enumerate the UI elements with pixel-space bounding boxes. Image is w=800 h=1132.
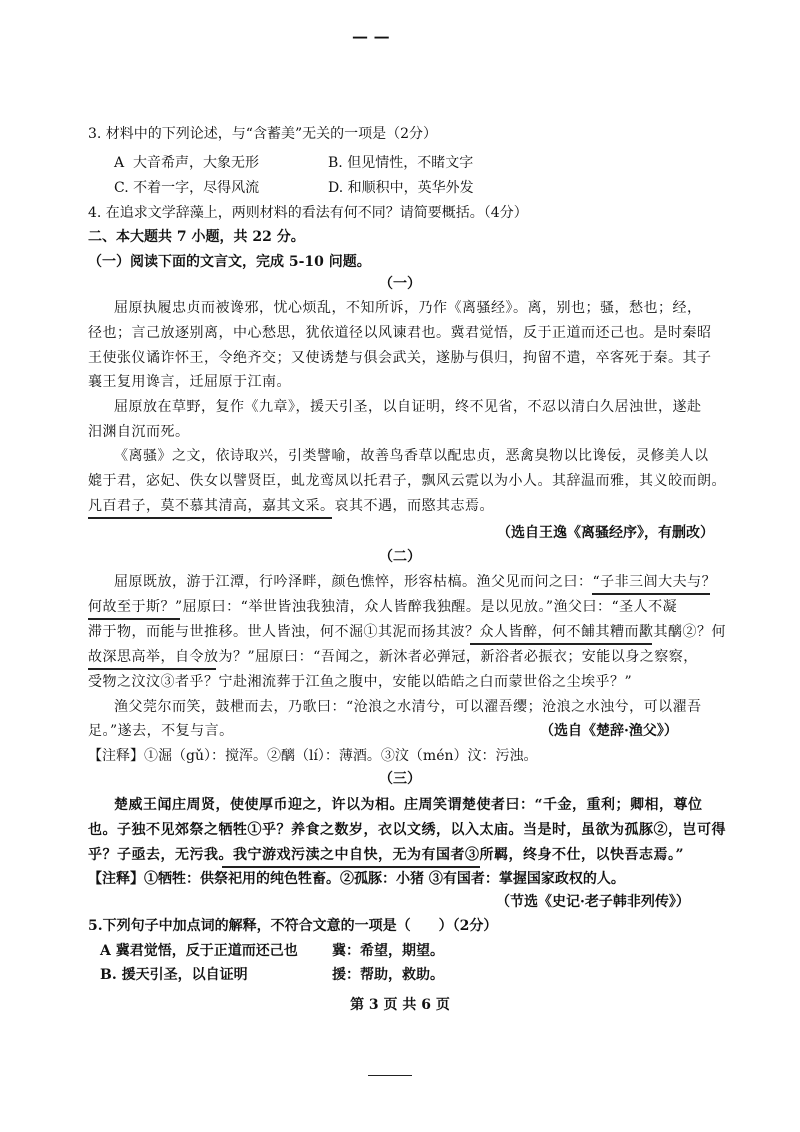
question-3-stem: 3. 材料中的下列论述，与“含蓄美”无关的一项是（2分） <box>88 126 438 142</box>
text-3-note: 【注释】①牺牲：供祭祀用的纯色牲畜。②孤豚：小猪 ③有国者：掌握国家政权的人。 <box>88 871 625 887</box>
text-1-line: 屈原执履忠贞而被谗邪，忧心烦乱，不知所诉，乃作《离骚经》。离，别也；骚，愁也；经， <box>114 300 702 316</box>
text-1-line: 径也；言己放逐别离，中心愁思，犹依道径以风谏君也。冀君觉悟，反于正道而还己也。是时秦昭 <box>88 325 712 341</box>
text-2-line: 滞于物，而能与世推移。世人皆浊，何不淈①其泥而扬其波？众人皆醉，何不餔其糟而歠其醨②？何 <box>88 624 726 640</box>
text-1-line: 《离骚》之文，依诗取兴，引类譬喻，故善鸟香草以配忠贞，恶禽臭物以比谗佞，灵修美人以 <box>114 448 709 464</box>
section-2-part-1: （一）阅读下面的文言文，完成 5-10 问题。 <box>88 254 371 270</box>
bottom-dash <box>368 1075 412 1076</box>
text-2-underline <box>470 643 652 645</box>
question-4-stem: 4. 在追求文学辞藻上，两则材料的看法有何不同？请简要概括。（4分） <box>88 205 528 221</box>
q3-option-c-label: C <box>114 180 125 196</box>
q3-option-a-label: A <box>114 155 125 171</box>
text-3-heading: （三） <box>379 771 421 787</box>
text-3-source: （节选《史记·老子韩非列传》） <box>496 894 690 910</box>
text-2-heading: （二） <box>379 549 421 565</box>
text-1-line: 汨渊自沉而死。 <box>88 424 190 440</box>
text-1-line: 王使张仪谲诈怀王，令绝齐交；又使诱楚与俱会武关，遂胁与俱归，拘留不遣，卒客死于秦。其子 <box>88 350 712 366</box>
text-2-line: 屈原既放，游于江潭，行吟泽畔，颜色憔悴，形容枯槁。渔父见而问之曰：“子非三闾大夫与？ <box>114 574 717 590</box>
question-5-stem: 5.下列句子中加点词的解释，不符合文意的一项是（ ）（2分） <box>88 918 498 934</box>
q5-option-b-sentence: 援天引圣，以自证明 <box>121 967 248 983</box>
text-2-line: 足。”遂去，不复与言。 <box>88 723 234 739</box>
text-2-underline <box>88 618 180 620</box>
text-2-note: 【注释】①淈（gǔ）：搅浑。②醨（lí）：薄酒。③汶（mén）汶：污浊。 <box>88 748 538 764</box>
q3-option-b-text: 但见情性，不睹文字 <box>347 155 474 171</box>
q3-option-c: C. 不着一字，尽得风流 <box>114 180 260 196</box>
q3-option-b: B. 但见情性，不睹文字 <box>328 155 474 171</box>
q3-option-a <box>114 154 259 172</box>
q5-option-b-label: B. <box>100 967 117 983</box>
q3-option-b-label: B <box>328 155 339 171</box>
text-2-underline <box>592 593 710 595</box>
text-2-line: 渔父莞尔而笑，鼓枻而去，乃歌曰：“沧浪之水清兮，可以濯吾缨；沧浪之水浊兮，可以濯吾 <box>114 699 702 715</box>
text-3-line: 楚威王闻庄周贤，使使厚币迎之，许以为相。庄周笑谓楚使者曰：“千金，重利；卿相，尊位 <box>114 797 703 813</box>
text-3-line: 也。子独不见郊祭之牺牲①乎？养食之数岁，衣以文绣，以入太庙。当是时，虽欲为孤豚②，岂可得 <box>88 822 726 838</box>
text-3-underline <box>222 866 480 868</box>
text-2-underline <box>88 668 216 670</box>
text-1-heading: （一） <box>379 276 421 292</box>
q3-option-a-text: 大音希声，大象无形 <box>133 155 260 171</box>
text-1-line: 屈原放在草野，复作《九章》，援天引圣，以自证明，终不见省，不忍以清白久居浊世，遂赴 <box>114 399 702 415</box>
text-1-source: （选自王逸《离骚经序》，有删改） <box>497 525 714 541</box>
header-mark: — — <box>352 27 390 46</box>
q5-option-a-label: A <box>100 943 111 959</box>
text-2-line: 故深思高举，自令放为？”屈原曰：“吾闻之，新沐者必弹冠，新浴者必振衣；安能以身之察察， <box>88 649 698 665</box>
q5-option-a-explain: 冀：希望，期望。 <box>332 943 444 959</box>
page-footer: 第 3 页 共 6 页 <box>350 997 450 1013</box>
q3-option-d-text: 和顺积中，英华外发 <box>347 180 474 196</box>
section-2-title: 二、本大题共 7 小题，共 22 分。 <box>88 229 305 245</box>
text-1-underline <box>88 517 332 519</box>
q3-option-c-text: 不着一字，尽得风流 <box>133 180 260 196</box>
text-1-line: 媲于君，宓妃、佚女以譬贤臣，虬龙鸾凤以托君子，飘风云霓以为小人。其辞温而雅，其义皎而朗。 <box>88 473 726 489</box>
q5-option-a <box>100 942 298 960</box>
q5-option-a-sentence: 冀君觉悟，反于正道而还己也 <box>115 943 298 959</box>
text-2-source: （选自《楚辞·渔父》） <box>540 723 678 739</box>
text-1-line: 凡百君子，莫不慕其清高，嘉其文采。哀其不遇，而愍其志焉。 <box>88 498 494 514</box>
text-2-line: 受物之汶汶③者乎？宁赴湘流葬于江鱼之腹中，安能以皓皓之白而蒙世俗之尘埃乎？” <box>88 674 633 690</box>
q5-option-b-explain: 援：帮助，救助。 <box>332 967 444 983</box>
q5-option-b <box>100 966 248 984</box>
text-2-line: 何故至于斯？”屈原曰：“举世皆浊我独清，众人皆醉我独醒。是以见放。”渔父曰：“圣人不凝 <box>88 599 678 615</box>
q3-option-d-label: D <box>328 180 339 196</box>
text-3-line: 乎？子亟去，无污我。我宁游戏污渎之中自快，无为有国者③所羁，终身不仕，以快吾志焉。” <box>88 847 685 863</box>
text-1-line: 襄王复用谗言，迁屈原于江南。 <box>88 374 291 390</box>
q3-option-d: D. 和顺积中，英华外发 <box>328 180 474 196</box>
